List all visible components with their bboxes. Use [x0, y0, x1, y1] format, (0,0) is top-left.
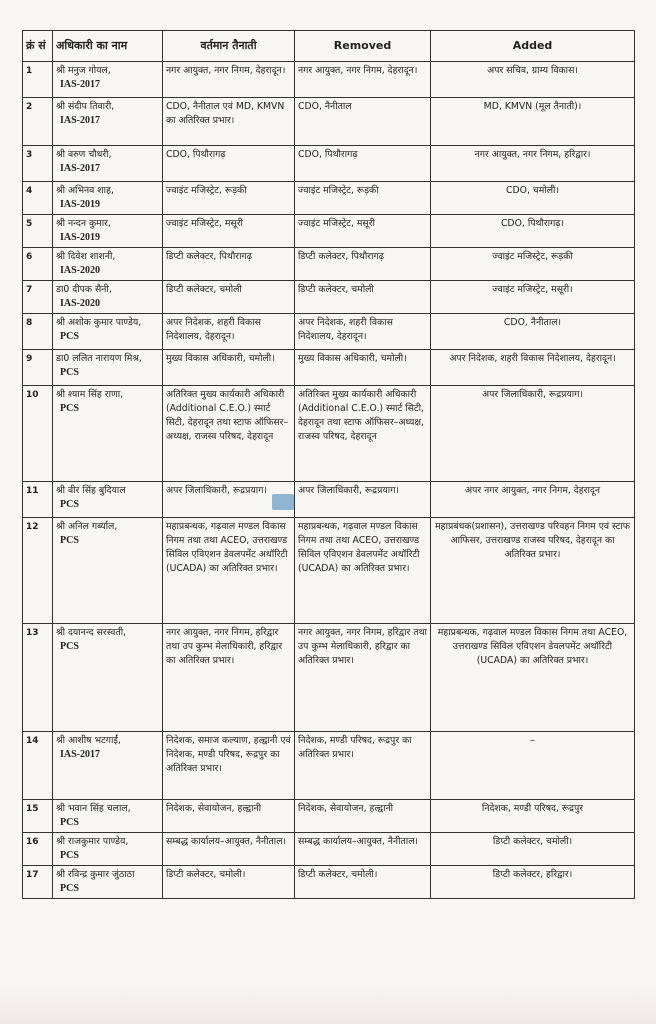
officer-name: श्री राजकुमार पाण्डेय, [56, 836, 129, 847]
current-posting-cell: अतिरिक्त मुख्य कार्यकारी अधिकारी (Additional C.E.O.) स्मार्ट सिटी, देहरादून तथा स्टाफ ऑफिसर–अध्यक्ष, राजस्व परिषद, देहरादून [163, 386, 295, 482]
current-posting-cell: CDO, नैनीताल एवं MD, KMVN का अतिरिक्त प्रभार। [163, 98, 295, 146]
added-cell: ज्वाइंट मजिस्ट्रेट, मसूरी। [431, 281, 635, 314]
current-posting-cell: निदेशक, सेवायोजन, हल्द्वानी [163, 800, 295, 833]
removed-cell: नगर आयुक्त, नगर निगम, देहरादून। [295, 62, 431, 98]
added-cell: डिप्टी कलेक्टर, चमोली। [431, 833, 635, 866]
officer-name: श्री संदीप तिवारी, [56, 101, 115, 112]
table-row [23, 248, 635, 281]
table-row [23, 624, 635, 732]
officer-name: श्री रविन्द्र कुमार जुंठाठा [56, 869, 135, 880]
removed-cell: ज्वाइंट मजिस्ट्रेट, रूड़की [295, 182, 431, 215]
serial-number-cell: 4 [23, 182, 53, 215]
officer-name-cell [53, 248, 163, 281]
current-posting-cell: अपर निदेशक, शहरी विकास निदेशालय, देहरादून। [163, 314, 295, 350]
header-removed: Removed [295, 31, 431, 62]
officer-cadre: IAS-2019 [60, 199, 101, 210]
serial-number-cell: 16 [23, 833, 53, 866]
officer-cadre: PCS [60, 883, 79, 894]
table-row [23, 146, 635, 182]
table-row [23, 314, 635, 350]
officer-name-cell [53, 281, 163, 314]
officer-cadre: IAS-2017 [60, 115, 101, 126]
removed-cell: CDO, नैनीताल [295, 98, 431, 146]
added-cell: – [431, 732, 635, 800]
removed-cell: अपर निदेशक, शहरी विकास निदेशालय, देहरादून। [295, 314, 431, 350]
officer-table [22, 30, 635, 899]
removed-cell: सम्बद्ध कार्यालय–आयुक्त, नैनीताल। [295, 833, 431, 866]
officer-name-cell [53, 350, 163, 386]
table-row [23, 281, 635, 314]
officer-name: श्री अभिनव शाह, [56, 185, 114, 196]
current-posting-cell: CDO, पिथौरागढ़ [163, 146, 295, 182]
table-row [23, 98, 635, 146]
header-serial: क्रं सं [23, 31, 53, 62]
header-current-posting: वर्तमान तैनाती [163, 31, 295, 62]
current-posting-cell: महाप्रबन्धक, गढ़वाल मण्डल विकास निगम तथा तथा ACEO, उत्तराखण्ड सिविल एविएशन डेवलपमेंट अथॉरिटी (UCADA) का अतिरिक्त प्रभार। [163, 518, 295, 624]
serial-number-cell: 17 [23, 866, 53, 899]
transfer-order-table [22, 30, 634, 970]
current-posting-cell: निदेशक, समाज कल्याण, हल्द्वानी एवं निदेशक, मण्डी परिषद, रूद्रपुर का अतिरिक्त प्रभार। [163, 732, 295, 800]
officer-cadre: PCS [60, 331, 79, 342]
removed-cell: निदेशक, मण्डी परिषद, रूद्रपुर का अतिरिक्त प्रभार। [295, 732, 431, 800]
added-cell: निदेशक, मण्डी परिषद, रूद्रपुर [431, 800, 635, 833]
officer-cadre: PCS [60, 403, 79, 414]
officer-name-cell [53, 866, 163, 899]
current-posting-cell: सम्बद्ध कार्यालय–आयुक्त, नैनीताल। [163, 833, 295, 866]
serial-number-cell: 12 [23, 518, 53, 624]
header-officer-name: अधिकारी का नाम [53, 31, 163, 62]
officer-cadre: IAS-2019 [60, 232, 101, 243]
added-cell: MD, KMVN (मूल तैनाती)। [431, 98, 635, 146]
table-row [23, 833, 635, 866]
officer-name: डा0 दीपक सैनी, [56, 284, 112, 295]
officer-name-cell [53, 62, 163, 98]
officer-name-cell [53, 182, 163, 215]
added-cell: अपर नगर आयुक्त, नगर निगम, देहरादून [431, 482, 635, 518]
table-row [23, 866, 635, 899]
table-row [23, 518, 635, 624]
table-row [23, 62, 635, 98]
removed-cell: निदेशक, सेवायोजन, हल्द्वानी [295, 800, 431, 833]
added-cell: ज्वाइंट मजिस्ट्रेट, रूड़की [431, 248, 635, 281]
officer-cadre: IAS-2020 [60, 265, 101, 276]
officer-name: श्री भवान सिंह चलाल, [56, 803, 131, 814]
serial-number-cell: 10 [23, 386, 53, 482]
officer-cadre: IAS-2020 [60, 298, 101, 309]
officer-name: श्री अशोक कुमार पाण्डेय, [56, 317, 142, 328]
officer-name: श्री आशीष भटगाईं, [56, 735, 121, 746]
added-cell: डिप्टी कलेक्टर, हरिद्वार। [431, 866, 635, 899]
officer-cadre: PCS [60, 641, 79, 652]
officer-cadre: IAS-2017 [60, 79, 101, 90]
serial-number-cell: 15 [23, 800, 53, 833]
added-cell: अपर सचिव, ग्राम्य विकास। [431, 62, 635, 98]
removed-cell: अपर जिलाधिकारी, रूद्रप्रयाग। [295, 482, 431, 518]
serial-number-cell: 11 [23, 482, 53, 518]
officer-name: श्री मनुज गोयल, [56, 65, 111, 76]
table-row [23, 182, 635, 215]
officer-cadre: PCS [60, 535, 79, 546]
officer-cadre: PCS [60, 499, 79, 510]
officer-name-cell [53, 482, 163, 518]
serial-number-cell: 3 [23, 146, 53, 182]
table-header-row [23, 31, 635, 62]
current-posting-cell: अपर जिलाधिकारी, रूद्रप्रयाग। [163, 482, 295, 518]
officer-name-cell [53, 386, 163, 482]
serial-number-cell: 5 [23, 215, 53, 248]
removed-cell: डिप्टी कलेक्टर, पिथौरागढ़ [295, 248, 431, 281]
serial-number-cell: 14 [23, 732, 53, 800]
header-added: Added [431, 31, 635, 62]
officer-name: श्री दयानन्द सरस्वती, [56, 627, 127, 638]
table-row [23, 482, 635, 518]
current-posting-cell: डिप्टी कलेक्टर, चमोली [163, 281, 295, 314]
watermark-logo [272, 494, 294, 510]
table-row [23, 215, 635, 248]
current-posting-cell: नगर आयुक्त, नगर निगम, देहरादून। [163, 62, 295, 98]
serial-number-cell: 2 [23, 98, 53, 146]
table-row [23, 350, 635, 386]
officer-name-cell [53, 215, 163, 248]
added-cell: CDO, पिथौरागढ़। [431, 215, 635, 248]
officer-name: श्री दिवेश शाशनी, [56, 251, 116, 262]
officer-name: श्री वरुण चौधरी, [56, 149, 112, 160]
officer-name: श्री श्याम सिंह राणा, [56, 389, 124, 400]
officer-cadre: PCS [60, 850, 79, 861]
officer-name-cell [53, 833, 163, 866]
added-cell: CDO, नैनीताल। [431, 314, 635, 350]
added-cell: CDO, चमोली। [431, 182, 635, 215]
removed-cell: अतिरिक्त मुख्य कार्यकारी अधिकारी (Additional C.E.O.) स्मार्ट सिटी, देहरादून तथा स्टाफ ऑफिसर–अध्यक्ष, राजस्व परिषद, देहरादून [295, 386, 431, 482]
serial-number-cell: 8 [23, 314, 53, 350]
table-row [23, 386, 635, 482]
current-posting-cell: ज्वाइंट मजिस्ट्रेट, मसूरी [163, 215, 295, 248]
serial-number-cell: 6 [23, 248, 53, 281]
officer-name: श्री नन्दन कुमार, [56, 218, 111, 229]
removed-cell: महाप्रबन्धक, गढ़वाल मण्डल विकास निगम तथा तथा ACEO, उत्तराखण्ड सिविल एविएशन डेवलपमेंट अथॉरिटी (UCADA) का अतिरिक्त प्रभार। [295, 518, 431, 624]
added-cell: महाप्रबन्धक, गढ़वाल मण्डल विकास निगम तथा ACEO, उत्तराखण्ड सिविल एविएशन डेवलपमेंट अथॉरिटी (UCADA) का अतिरिक्त प्रभार। [431, 624, 635, 732]
officer-name-cell [53, 732, 163, 800]
officer-cadre: PCS [60, 367, 79, 378]
current-posting-cell: मुख्य विकास अधिकारी, चमोली। [163, 350, 295, 386]
removed-cell: CDO, पिथौरागढ़ [295, 146, 431, 182]
officer-name-cell [53, 146, 163, 182]
removed-cell: डिप्टी कलेक्टर, चमोली [295, 281, 431, 314]
current-posting-cell: डिप्टी कलेक्टर, चमोली। [163, 866, 295, 899]
current-posting-cell: नगर आयुक्त, नगर निगम, हरिद्वार तथा उप कुम्भ मेलाधिकारी, हरिद्वार का अतिरिक्त प्रभार। [163, 624, 295, 732]
removed-cell: ज्वाइंट मजिस्ट्रेट, मसूरी [295, 215, 431, 248]
officer-cadre: PCS [60, 817, 79, 828]
added-cell: महाप्रबंधक(प्रशासन), उत्तराखण्ड परिवहन निगम एवं स्टाफ आफिसर, उत्तराखण्ड राजस्व परिषद, देहरादून का अतिरिक्त प्रभार। [431, 518, 635, 624]
added-cell: नगर आयुक्त, नगर निगम, हरिद्वार। [431, 146, 635, 182]
serial-number-cell: 13 [23, 624, 53, 732]
removed-cell: नगर आयुक्त, नगर निगम, हरिद्वार तथा उप कुम्भ मेलाधिकारी, हरिद्वार का अतिरिक्त प्रभार। [295, 624, 431, 732]
removed-cell: मुख्य विकास अधिकारी, चमोली। [295, 350, 431, 386]
officer-name: श्री वीर सिंह बुदियाल [56, 485, 126, 496]
current-posting-cell: ज्वाइंट मजिस्ट्रेट, रूड़की [163, 182, 295, 215]
table-row [23, 732, 635, 800]
current-posting-cell: डिप्टी कलेक्टर, पिथौरागढ़ [163, 248, 295, 281]
officer-name-cell [53, 624, 163, 732]
table-body [23, 62, 635, 899]
serial-number-cell: 9 [23, 350, 53, 386]
added-cell: अपर निदेशक, शहरी विकास निदेशालय, देहरादून। [431, 350, 635, 386]
page-bottom-shadow [0, 984, 656, 1024]
officer-name-cell [53, 518, 163, 624]
officer-name-cell [53, 314, 163, 350]
officer-cadre: IAS-2017 [60, 749, 101, 760]
officer-name: डा0 ललित नारायण मिश्र, [56, 353, 142, 364]
removed-cell: डिप्टी कलेक्टर, चमोली। [295, 866, 431, 899]
serial-number-cell: 1 [23, 62, 53, 98]
officer-name-cell [53, 98, 163, 146]
officer-cadre: IAS-2017 [60, 163, 101, 174]
officer-name: श्री अनिल गर्ब्याल, [56, 521, 118, 532]
added-cell: अपर जिलाधिकारी, रूद्रप्रयाग। [431, 386, 635, 482]
officer-name-cell [53, 800, 163, 833]
serial-number-cell: 7 [23, 281, 53, 314]
table-row [23, 800, 635, 833]
